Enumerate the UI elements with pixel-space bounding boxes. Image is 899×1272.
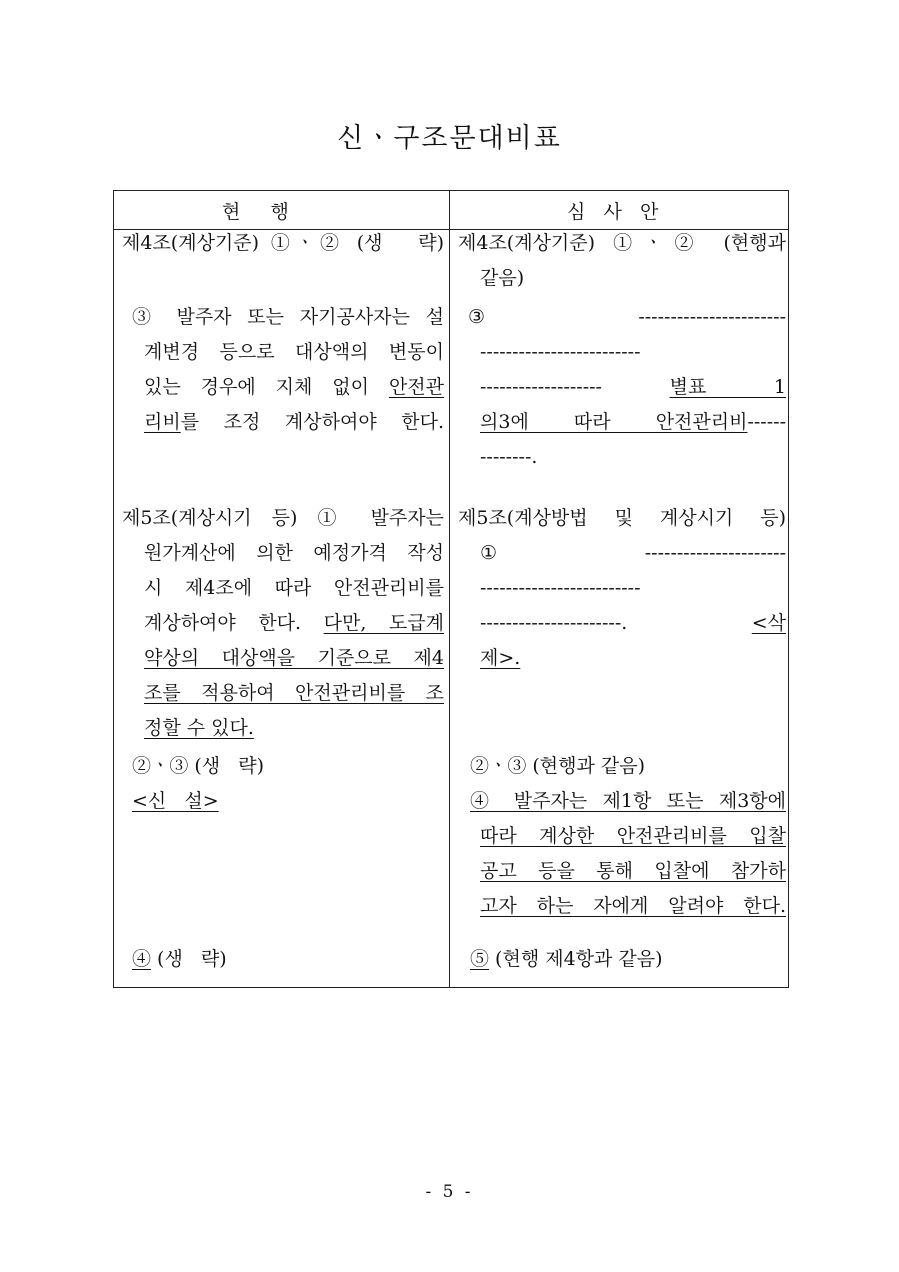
right-text-line <box>470 947 786 971</box>
header-divider <box>114 229 788 230</box>
right-text-line <box>480 410 786 434</box>
underlined-text-segment: <신 설> <box>132 790 219 812</box>
right-text-line <box>480 894 786 918</box>
left-text-line <box>144 541 444 565</box>
left-text-line <box>144 410 444 434</box>
underlined-text-segment: 별표 1 <box>669 376 786 398</box>
right-text-line <box>468 305 786 329</box>
right-text-line <box>480 445 786 469</box>
underlined-text-segment: 공고 등을 통해 입찰에 참가하 <box>480 860 786 882</box>
proposed-header-text: 심 사 안 <box>567 201 659 223</box>
right-text-line <box>458 506 786 530</box>
page-number: - 5 - <box>425 1182 474 1202</box>
left-text-line <box>144 611 444 635</box>
right-text-line <box>470 754 786 778</box>
text-segment: ------------------- <box>480 376 670 398</box>
text-segment: 제5조(계상방법 및 계상시기 등) <box>458 507 786 529</box>
text-segment: 제5조(계상시기 등) ① 발주자는 <box>122 507 444 529</box>
left-text-line <box>132 789 444 813</box>
underlined-text-segment: ④ 발주자는 제1항 또는 제3항에 <box>470 790 786 812</box>
comparison-table <box>113 190 789 988</box>
page-title: 신ㆍ구조문대비표 <box>337 123 562 154</box>
right-text-line <box>470 789 786 813</box>
text-segment: 제4조(계상기준) ①ㆍ② (현행과 <box>458 232 786 254</box>
text-segment: ------------------------- <box>480 577 641 599</box>
column-divider <box>449 191 450 987</box>
underlined-text-segment: 조를 적용하여 안전관리비를 조 <box>144 682 444 704</box>
underlined-text-segment: 리비 <box>144 411 181 433</box>
right-text-line <box>480 266 786 290</box>
left-text-line <box>122 231 444 255</box>
right-text-line <box>480 824 786 848</box>
text-segment: 같음) <box>480 267 525 289</box>
right-text-line <box>480 859 786 883</box>
underlined-text-segment: ④ <box>132 948 152 970</box>
underlined-text-segment: 의3에 따라 안전관리비 <box>480 411 748 433</box>
left-text-line <box>144 576 444 600</box>
text-segment: 계변경 등으로 대상액의 변동이 <box>144 341 444 363</box>
left-text-line <box>144 375 444 399</box>
current-column-header <box>222 197 289 224</box>
text-segment: 원가계산에 의한 예정가격 작성 <box>144 542 444 564</box>
proposed-column-header <box>567 197 658 224</box>
left-text-line <box>122 506 444 530</box>
current-header-text: 현 행 <box>222 201 289 223</box>
right-text-line <box>480 541 786 565</box>
text-segment: ------ <box>747 411 786 433</box>
underlined-text-segment: 약상의 대상액을 기준으로 제4 <box>144 647 444 669</box>
text-segment: (생 략) <box>151 948 227 970</box>
underlined-text-segment: 정할 수 있다. <box>144 717 254 739</box>
text-segment: 계상하여야 한다. <box>144 612 324 634</box>
right-text-line <box>480 611 786 635</box>
text-segment: 시 제4조에 따라 안전관리비를 <box>144 577 444 599</box>
text-segment: --------. <box>480 446 538 468</box>
text-segment: ②ㆍ③ (생 략) <box>132 755 265 777</box>
underlined-text-segment: 고자 하는 자에게 알려야 한다. <box>480 895 786 917</box>
underlined-text-segment: 제>. <box>480 647 521 669</box>
text-segment: (현행 제4항과 같음) <box>489 948 663 970</box>
right-text-line <box>480 340 786 364</box>
text-segment: ------------------------- <box>480 341 641 363</box>
left-text-line <box>132 754 444 778</box>
right-text-line <box>480 576 786 600</box>
text-segment: ③ ----------------------- <box>468 306 786 328</box>
underlined-text-segment: <삭 <box>751 612 786 634</box>
left-text-line <box>132 305 444 329</box>
underlined-text-segment: 안전관 <box>388 376 444 398</box>
underlined-text-segment: 따라 계상한 안전관리비를 입찰 <box>480 825 786 847</box>
left-text-line <box>144 646 444 670</box>
text-segment: 있는 경우에 지체 없이 <box>144 376 389 398</box>
text-segment: ③ 발주자 또는 자기공사자는 설 <box>132 306 444 328</box>
right-text-line <box>480 646 786 670</box>
text-segment: 를 조정 계상하여야 한다. <box>180 411 444 433</box>
right-text-line <box>458 231 786 255</box>
text-segment: 제4조(계상기준) ①ㆍ② (생 략) <box>122 232 444 254</box>
left-text-line <box>144 716 444 740</box>
left-text-line <box>144 340 444 364</box>
right-text-line <box>480 375 786 399</box>
underlined-text-segment: 다만, 도급계 <box>323 612 444 634</box>
underlined-text-segment: ⑤ <box>470 948 490 970</box>
text-segment: ----------------------. <box>480 612 752 634</box>
left-text-line <box>132 947 444 971</box>
text-segment: ① ---------------------- <box>480 542 786 564</box>
left-text-line <box>144 681 444 705</box>
text-segment: ②ㆍ③ (현행과 같음) <box>470 755 646 777</box>
